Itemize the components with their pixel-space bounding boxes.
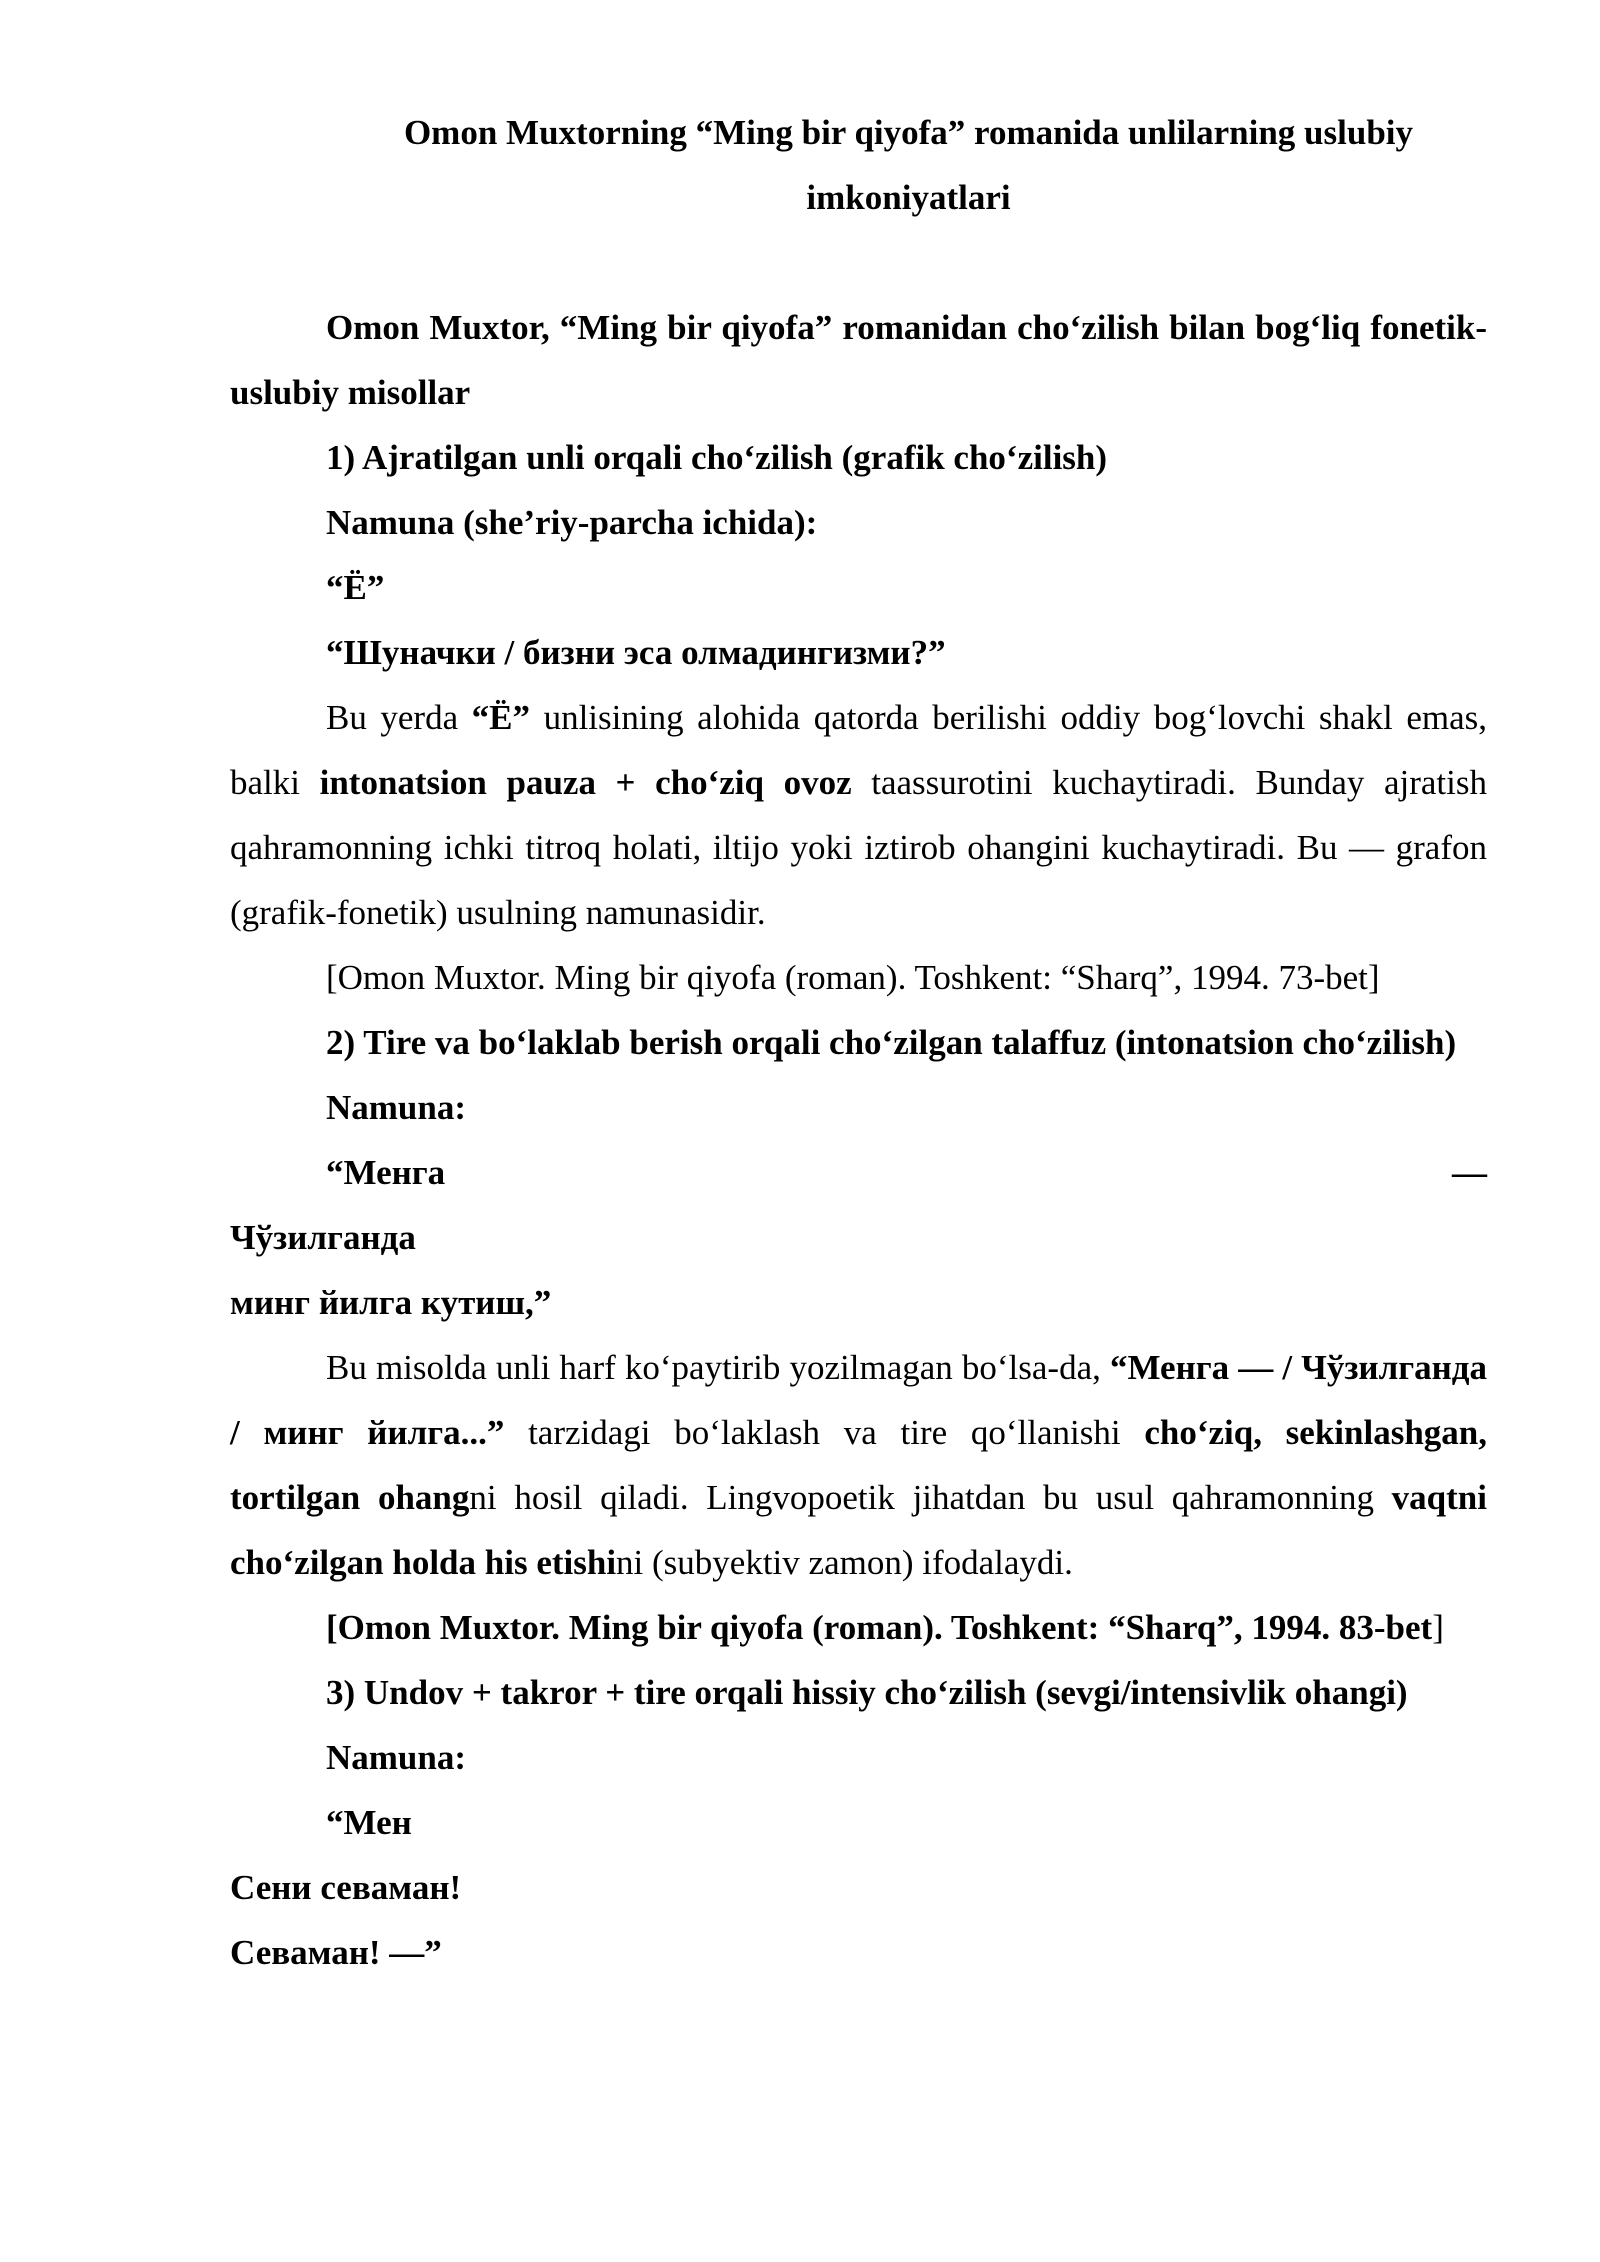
section-2-quote-line-2: Чўзилганда	[230, 1218, 416, 1257]
bold-run: [Omon Muxtor. Ming bir qiyofa (roman). Toshkent: “Sharq”, 1994. 83-bet	[326, 1608, 1433, 1647]
text-run: ]	[1432, 1608, 1444, 1647]
section-2-quote-line-3: минг йилга кутиш,”	[230, 1283, 552, 1322]
section-2-citation	[230, 1595, 1487, 1660]
section-2-quote-line-1	[230, 1140, 1487, 1205]
bold-run: cho‘ziq, sekinlashgan, tortilgan ohang	[230, 1413, 1488, 1517]
bold-run: intonatsion pauza + cho‘ziq ovoz	[319, 763, 852, 802]
section-1-paragraph	[230, 685, 1487, 945]
document-title	[230, 100, 1487, 230]
section-3-quote-line-3: Севаман! —”	[230, 1933, 442, 1972]
text-run: taassurotini kuchaytiradi. Bunday ajratish qahramonning ichki titroq holati, iltijo yoki iztirob ohangini kuchaytiradi. Bu — grafon (grafik-fonetik) usulning namunasidir.	[230, 763, 1487, 932]
quote-dash: —	[1452, 1153, 1487, 1192]
text-run: tarzidagi bo‘laklash va tire qo‘llanishi	[504, 1413, 1145, 1452]
text-run: ni hosil qiladi. Lingvopoetik jihatdan bu usul qahramonning	[469, 1478, 1392, 1517]
section-1-quote-2: “Шуначки / бизни эса олмадингизми?”	[326, 633, 946, 672]
title-line-1: Omon Muxtorning “Ming bir qiyofa” romanida unlilarning uslubiy	[403, 113, 1414, 152]
bold-run: vaqtni cho‘zilgan holda his etishi	[230, 1478, 1487, 1582]
quote-word: “Менга	[326, 1153, 446, 1192]
section-3-quote-line-2: Сени севаман!	[230, 1868, 462, 1907]
section-heading: Omon Muxtor, “Ming bir qiyofa” romanidan cho‘zilish bilan bog‘liq fonetik-uslubiy misollar	[230, 308, 1487, 412]
section-3-quote-line-1: “Мен	[326, 1803, 412, 1842]
spacer	[230, 230, 1487, 295]
section-2-sample-label: Namuna:	[326, 1088, 467, 1127]
text-run: unlisining alohida qatorda berilishi oddiy bog‘lovchi shakl emas, balki	[230, 698, 1487, 802]
section-3-sample-label: Namuna:	[326, 1738, 467, 1777]
bold-run: “Менга — / Чўзилганда / минг йилга...”	[230, 1348, 1487, 1452]
title-line-2: imkoniyatlari	[806, 178, 1011, 217]
text-run: ni (subyektiv zamon) ifodalaydi.	[616, 1543, 1073, 1582]
section-2-paragraph	[230, 1335, 1487, 1595]
section-3-heading: 3) Undov + takror + tire orqali hissiy cho‘zilish (sevgi/intensivlik ohangi)	[326, 1673, 1408, 1712]
section-1-heading: 1) Ajratilgan unli orqali cho‘zilish (grafik cho‘zilish)	[326, 438, 1108, 477]
section-2-heading: 2) Tire va bo‘laklab berish orqali cho‘zilgan talaffuz (intonatsion cho‘zilish)	[326, 1023, 1457, 1062]
document-page	[230, 100, 1487, 1985]
section-1-quote-1: “Ё”	[326, 568, 385, 607]
bold-run: “Ё”	[471, 698, 531, 737]
text-run: Bu yerda	[326, 698, 472, 737]
section-1-sample-label: Namuna (she’riy-parcha ichida):	[326, 503, 818, 542]
section-1-citation: [Omon Muxtor. Ming bir qiyofa (roman). Toshkent: “Sharq”, 1994. 73-bet]	[326, 958, 1380, 997]
text-run: Bu misolda unli harf ko‘paytirib yozilmagan bo‘lsa-da,	[326, 1348, 1110, 1387]
